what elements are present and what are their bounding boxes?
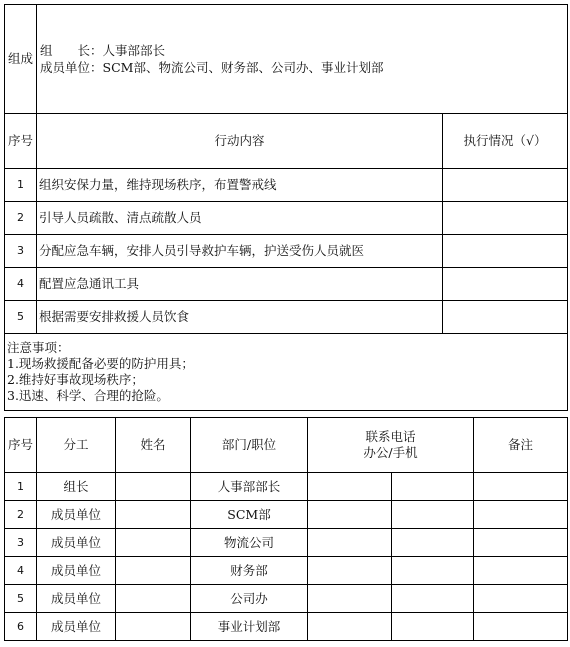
roster-office-phone[interactable] — [308, 529, 392, 557]
status-header: 执行情况（√） — [443, 114, 568, 169]
roster-role-header: 分工 — [37, 418, 116, 473]
notes-row — [5, 334, 568, 411]
action-header-row — [5, 114, 568, 169]
members-label: 成员单位： — [40, 60, 103, 75]
note-item: 2.维持好事故现场秩序； — [7, 372, 144, 387]
roster-role: 成员单位 — [37, 585, 116, 613]
roster-role: 成员单位 — [37, 613, 116, 641]
action-no: 1 — [5, 169, 37, 202]
action-plan-table — [4, 4, 568, 411]
roster-row — [5, 473, 568, 501]
action-header: 行动内容 — [37, 114, 443, 169]
leader-label: 组 长： — [40, 43, 103, 58]
notes-cell — [5, 334, 568, 411]
action-text: 根据需要安排救援人员饮食 — [37, 301, 443, 334]
roster-remark[interactable] — [474, 585, 568, 613]
roster-remark[interactable] — [474, 557, 568, 585]
group-content — [37, 5, 568, 114]
roster-header-row — [5, 418, 568, 473]
action-status-cell[interactable] — [443, 235, 568, 268]
roster-dept-header: 部门/职位 — [191, 418, 308, 473]
roster-name[interactable] — [116, 613, 191, 641]
roster-dept: 公司办 — [191, 585, 308, 613]
action-text: 引导人员疏散、清点疏散人员 — [37, 202, 443, 235]
roster-office-phone[interactable] — [308, 473, 392, 501]
roster-remark[interactable] — [474, 501, 568, 529]
seq-header: 序号 — [5, 114, 37, 169]
roster-name-header: 姓名 — [116, 418, 191, 473]
roster-office-phone[interactable] — [308, 557, 392, 585]
group-label: 组成 — [5, 5, 37, 114]
members-line — [40, 59, 567, 76]
action-no: 5 — [5, 301, 37, 334]
roster-mobile-phone[interactable] — [392, 557, 474, 585]
roster-no: 2 — [5, 501, 37, 529]
roster-role: 成员单位 — [37, 501, 116, 529]
roster-no: 3 — [5, 529, 37, 557]
roster-remark-header: 备注 — [474, 418, 568, 473]
roster-mobile-phone[interactable] — [392, 585, 474, 613]
roster-name[interactable] — [116, 529, 191, 557]
action-row — [5, 268, 568, 301]
roster-table — [4, 417, 568, 641]
action-no: 3 — [5, 235, 37, 268]
action-status-cell[interactable] — [443, 301, 568, 334]
action-text: 组织安保力量，维持现场秩序，布置警戒线 — [37, 169, 443, 202]
contact-header-line2: 办公/手机 — [363, 445, 418, 460]
roster-row — [5, 529, 568, 557]
roster-dept: 事业计划部 — [191, 613, 308, 641]
roster-office-phone[interactable] — [308, 585, 392, 613]
roster-role: 组长 — [37, 473, 116, 501]
roster-mobile-phone[interactable] — [392, 501, 474, 529]
action-row — [5, 169, 568, 202]
roster-remark[interactable] — [474, 473, 568, 501]
roster-mobile-phone[interactable] — [392, 473, 474, 501]
roster-no: 6 — [5, 613, 37, 641]
roster-row — [5, 585, 568, 613]
action-status-cell[interactable] — [443, 202, 568, 235]
roster-row — [5, 557, 568, 585]
roster-dept: SCM部 — [191, 501, 308, 529]
action-row — [5, 301, 568, 334]
notes-title: 注意事项： — [7, 340, 70, 355]
roster-remark[interactable] — [474, 529, 568, 557]
action-text: 分配应急车辆，安排人员引导救护车辆，护送受伤人员就医 — [37, 235, 443, 268]
roster-name[interactable] — [116, 585, 191, 613]
roster-office-phone[interactable] — [308, 501, 392, 529]
note-item: 3.迅速、科学、合理的抢险。 — [7, 388, 169, 403]
roster-mobile-phone[interactable] — [392, 613, 474, 641]
roster-seq-header: 序号 — [5, 418, 37, 473]
roster-no: 1 — [5, 473, 37, 501]
note-item: 1.现场救援配备必要的防护用具； — [7, 356, 194, 371]
members-value: SCM部、物流公司、财务部、公司办、事业计划部 — [102, 60, 384, 75]
action-status-cell[interactable] — [443, 268, 568, 301]
roster-no: 4 — [5, 557, 37, 585]
roster-no: 5 — [5, 585, 37, 613]
roster-mobile-phone[interactable] — [392, 529, 474, 557]
roster-office-phone[interactable] — [308, 613, 392, 641]
roster-remark[interactable] — [474, 613, 568, 641]
roster-row — [5, 613, 568, 641]
action-text: 配置应急通讯工具 — [37, 268, 443, 301]
roster-name[interactable] — [116, 473, 191, 501]
roster-row — [5, 501, 568, 529]
leader-value: 人事部部长 — [102, 43, 166, 58]
contact-header-line1: 联系电话 — [365, 429, 416, 444]
roster-name[interactable] — [116, 501, 191, 529]
roster-contact-header — [308, 418, 474, 473]
roster-role: 成员单位 — [37, 557, 116, 585]
group-row — [5, 5, 568, 114]
action-row — [5, 202, 568, 235]
roster-dept: 人事部部长 — [191, 473, 308, 501]
roster-dept: 财务部 — [191, 557, 308, 585]
roster-dept: 物流公司 — [191, 529, 308, 557]
roster-role: 成员单位 — [37, 529, 116, 557]
roster-name[interactable] — [116, 557, 191, 585]
action-no: 4 — [5, 268, 37, 301]
action-status-cell[interactable] — [443, 169, 568, 202]
leader-line — [40, 42, 567, 59]
action-no: 2 — [5, 202, 37, 235]
action-row — [5, 235, 568, 268]
